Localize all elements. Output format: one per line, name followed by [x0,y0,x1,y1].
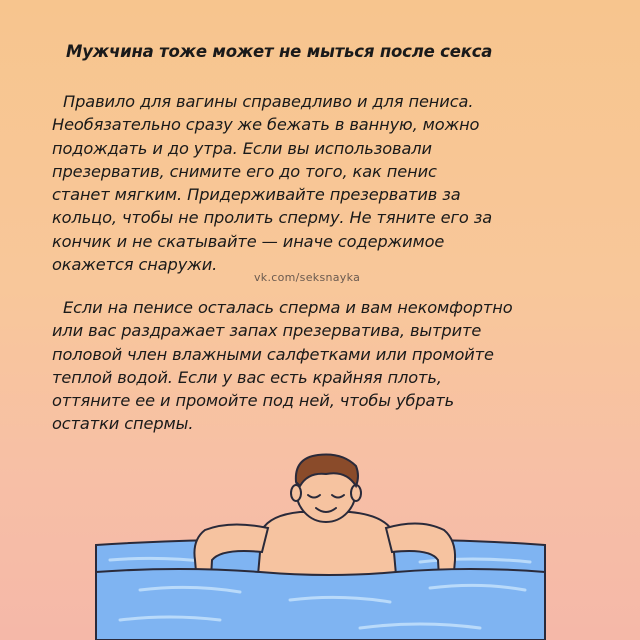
paragraph-line: остатки спермы. [52,414,194,434]
water-front [96,569,545,640]
paragraph-line: Правило для вагины справедливо и для пениса. [63,92,474,111]
paragraph-line: кольцо, чтобы не пролить сперму. Не тяните его за [52,208,493,228]
paragraph-line: станет мягким. Придерживайте презерватив за [52,185,461,205]
ear-left [291,485,301,501]
paragraph-line: презерватив, снимите его до того, как пенис [52,161,437,181]
paragraph-line: Если на пенисе осталась сперма и вам некомфортно [63,298,513,317]
paragraph-line: оттяните ее и промойте под ней, чтобы убрать [52,391,455,411]
paragraph-line: или вас раздражает запах презерватива, вытрите [52,321,482,341]
paragraph-line: половой член влажными салфетками или промойте [52,344,494,364]
paragraph-line: Необязательно сразу же бежать в ванную, можно [52,115,480,135]
paragraph-line: подождать и до утра. Если вы использовали [52,138,432,158]
paragraph-line: кончик и не скатывайте — иначе содержимое [52,231,445,251]
watermark: vk.com/seksnayka [254,271,361,284]
paragraph-line: теплой водой. Если у вас есть крайняя плоть, [52,367,442,387]
paragraph-line: окажется снаружи. [52,255,218,275]
page-title: Мужчина тоже может не мыться после секса [66,42,493,61]
